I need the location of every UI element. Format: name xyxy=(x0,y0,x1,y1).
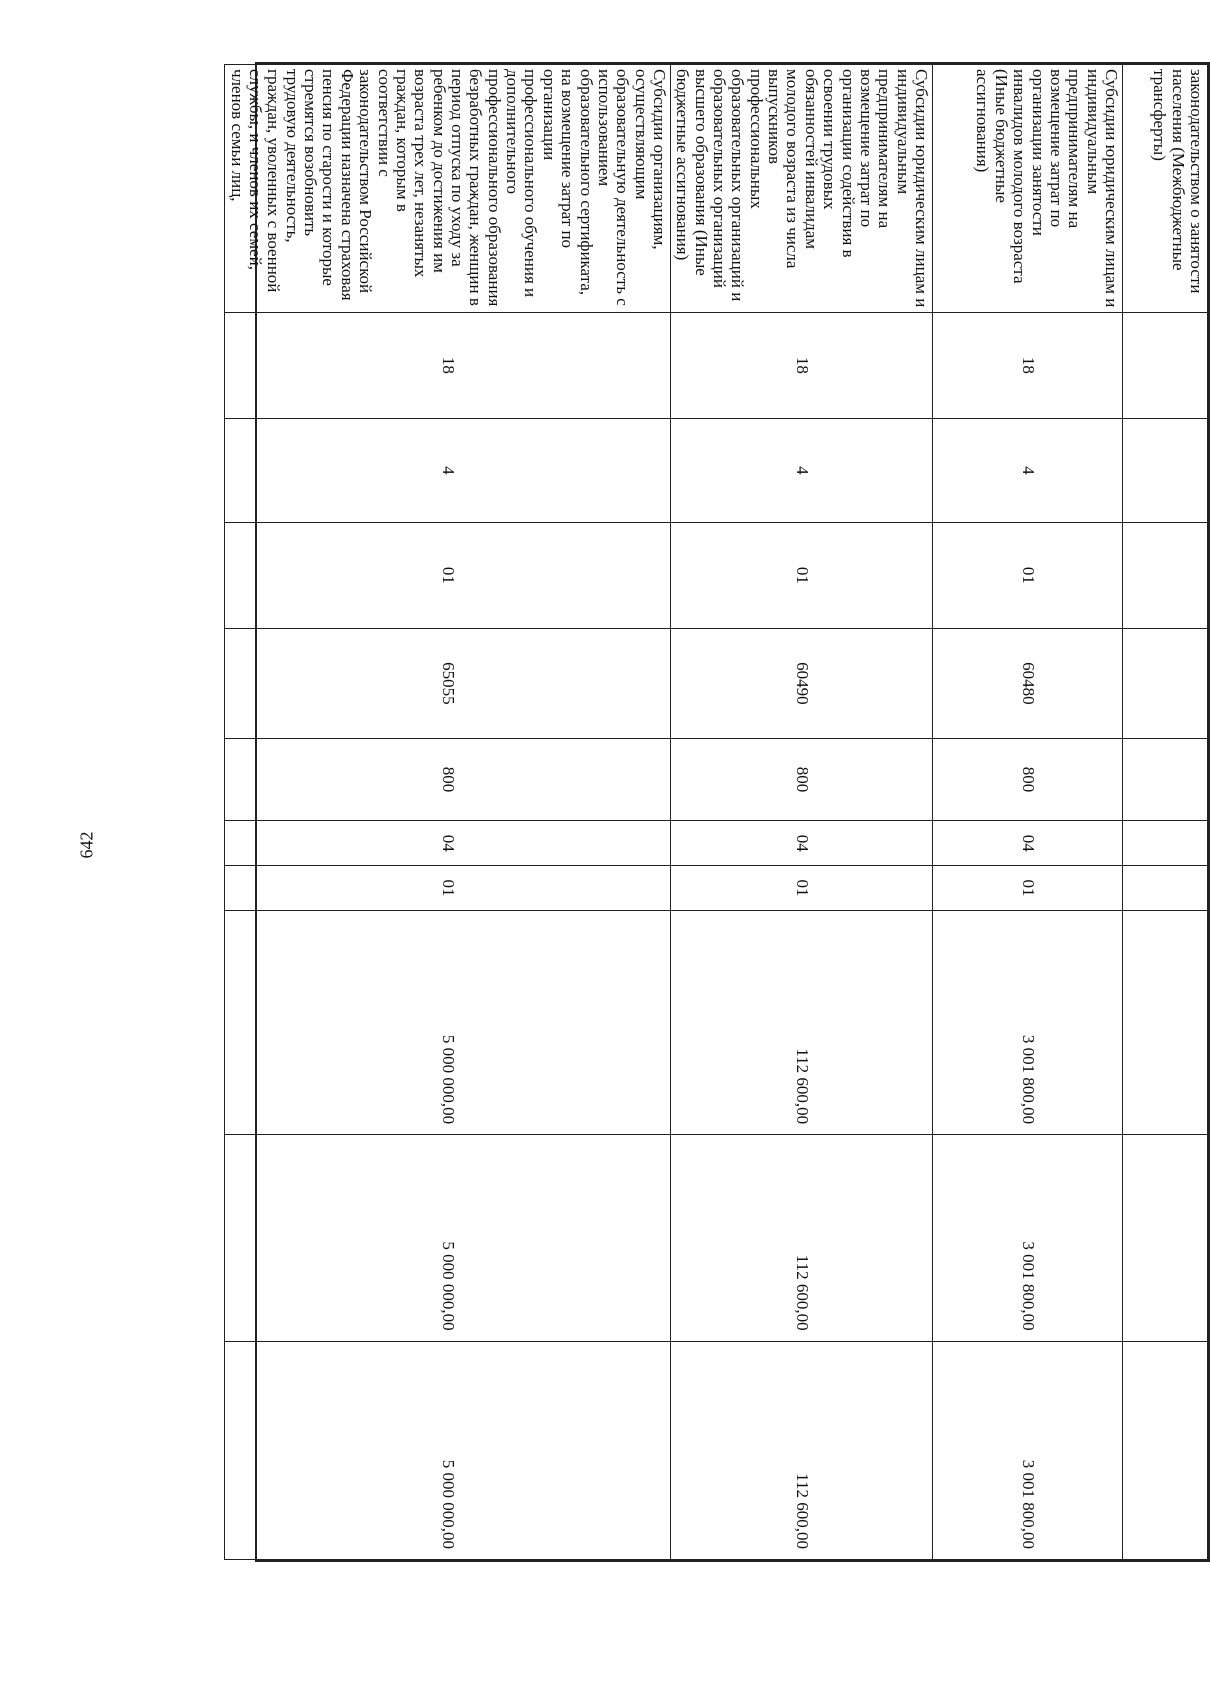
cell-amount-2 xyxy=(1123,1135,1208,1341)
cell-code-5 xyxy=(1123,738,1208,821)
cell-code-5: 800 xyxy=(670,738,932,821)
cell-code-6: 04 xyxy=(670,821,932,866)
cell-code-7: 01 xyxy=(225,866,671,911)
row-description: Субсидии юридическим лицам и индивидуальным предпринимателям на возмещение затрат по организации занятости инвалидов молодого возраста (Иные бюджетные ассигнования) xyxy=(933,65,1123,313)
cell-code-2: 4 xyxy=(933,418,1123,522)
row-description: законодательством о занятости населения (Межбюджетные трансферты) xyxy=(1123,65,1208,313)
cell-amount-1: 112 600,00 xyxy=(670,910,932,1134)
cell-amount-2: 3 001 800,00 xyxy=(933,1135,1123,1341)
cell-code-4: 60490 xyxy=(670,628,932,738)
budget-table xyxy=(227,62,1210,1562)
table-body xyxy=(225,65,1208,1560)
cell-amount-2: 112 600,00 xyxy=(670,1135,932,1341)
row-description: Субсидии юридическим лицам и индивидуальным предпринимателям на возмещение затрат по организации содействия в освоении трудовых обязанностей инвалидам молодого возраста из числа выпускников профессиональных образовательных организаций и образовательных организаций высшего образования (Иные бюджетные ассигнования) xyxy=(670,65,932,313)
cell-code-6: 04 xyxy=(225,821,671,866)
cell-code-4 xyxy=(1123,628,1208,738)
cell-code-3: 01 xyxy=(225,522,671,628)
cell-code-6 xyxy=(1123,821,1208,866)
cell-code-6: 04 xyxy=(933,821,1123,866)
cell-code-4: 65055 xyxy=(225,628,671,738)
cell-code-2 xyxy=(1123,418,1208,522)
cell-amount-3 xyxy=(1123,1341,1208,1559)
table-row xyxy=(933,65,1123,1560)
cell-code-7 xyxy=(1123,866,1208,911)
cell-amount-3: 112 600,00 xyxy=(670,1341,932,1559)
cell-amount-2: 5 000 000,00 xyxy=(225,1135,671,1341)
cell-code-1: 18 xyxy=(225,312,671,418)
cell-code-1: 18 xyxy=(670,312,932,418)
cell-code-3 xyxy=(1123,522,1208,628)
cell-code-1: 18 xyxy=(933,312,1123,418)
cell-code-7: 01 xyxy=(670,866,932,911)
cell-amount-1 xyxy=(1123,910,1208,1134)
cell-amount-1: 5 000 000,00 xyxy=(225,910,671,1134)
budget-table-grid xyxy=(224,64,1208,1560)
cell-code-2: 4 xyxy=(670,418,932,522)
cell-code-3: 01 xyxy=(933,522,1123,628)
table-row xyxy=(1123,65,1208,1560)
table-row xyxy=(225,65,671,1560)
cell-amount-3: 3 001 800,00 xyxy=(933,1341,1123,1559)
cell-amount-3: 5 000 000,00 xyxy=(225,1341,671,1559)
row-description: Субсидии организациям, осуществляющим образовательную деятельность с использованием образовательного сертификата, на возмещение затрат по организации профессионального обучения и дополнительного профессионального образования безработных граждан, женщин в период отпуска по уходу за ребенком до достижения им возраста трех лет, незанятых граждан, которым в соответствии с законодательством Российской Федерации назначена страховая пенсия по старости и которые стремятся возобновить трудовую деятельность, граждан, уволенных с военной службы, и членов их семей, членов семьи лиц, xyxy=(225,65,671,313)
cell-code-5: 800 xyxy=(225,738,671,821)
page-number: 642 xyxy=(76,831,97,859)
cell-code-7: 01 xyxy=(933,866,1123,911)
cell-code-3: 01 xyxy=(670,522,932,628)
cell-code-5: 800 xyxy=(933,738,1123,821)
cell-amount-1: 3 001 800,00 xyxy=(933,910,1123,1134)
table-row xyxy=(670,65,932,1560)
cell-code-2: 4 xyxy=(225,418,671,522)
cell-code-1 xyxy=(1123,312,1208,418)
cell-code-4: 60480 xyxy=(933,628,1123,738)
